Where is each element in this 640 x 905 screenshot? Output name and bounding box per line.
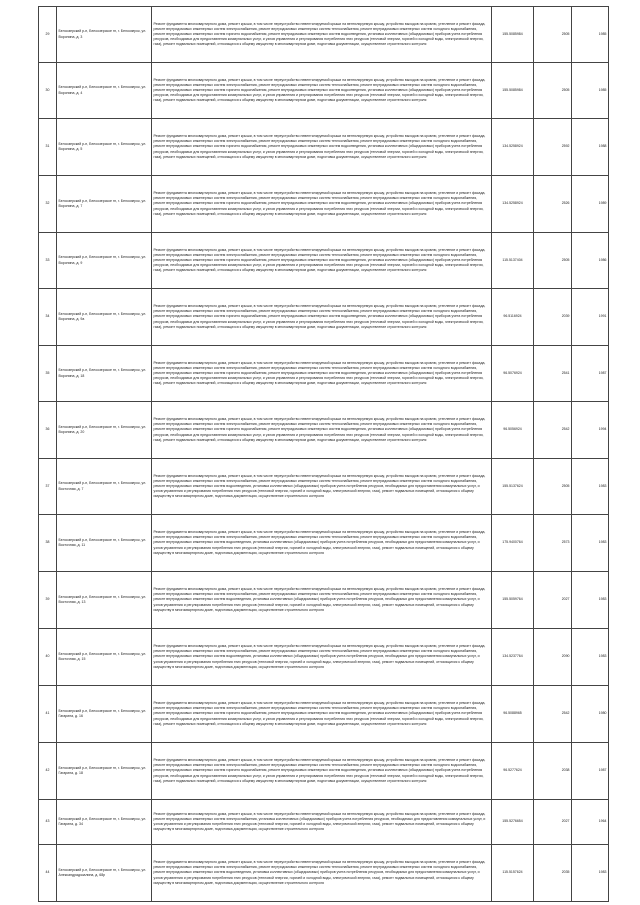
cost-cell: 2542 [534, 402, 572, 459]
year-cell: 1985 [572, 7, 609, 63]
area-cell: 155.5137624 [492, 459, 534, 515]
area-cell: 134.5258924 [492, 119, 534, 176]
year-cell: 1980 [572, 686, 609, 743]
area-cell: 175.9400764 [492, 515, 534, 572]
address-cell: Белоозерский р-н, Белоозерское гп, г. Белоозерск, ул. Гагарина, д. 34 [57, 800, 152, 845]
year-cell: 1988 [572, 119, 609, 176]
works-cell: Ремонт фундамента многоквартирного дома, ремонт крыши, в том числе переустройство невентилируемой крыши на вентилируемую крышу, устройство выходов на кровлю, утепление и ремонт фасада, ремонт внутридомовых инженерных систем электроснабжения, ремонт внутридомовых инженерных систем теплоснабжения, ремонт внутридомовых инженерных систем холодного водоснабжения, ремонт внутридомовых инженерных систем водоотведения, установка коллективных (общедомовых) приборов учета потребления ресурсов, необходимых для предоставления коммунальных услуг, и узлов управления и регулирования потребления этих ресурсов (тепловой энергии, горячей и холодной воды, электрической энергии, газа), ремонт подвальных помещений, относящихся к общему имуществу в многоквартирном доме, подготовка документации, осуществление строительного контроля [152, 459, 492, 515]
cost-cell: 2027 [534, 800, 572, 845]
address-cell: Белоозерский р-н, Белоозерское гп, г. Белоозерск, ул. Воронина, д. 20 [57, 402, 152, 459]
row-number: 38 [39, 515, 57, 572]
table-row [39, 686, 609, 743]
year-cell: 1983 [572, 572, 609, 629]
year-cell: 1989 [572, 176, 609, 233]
area-cell: 155.5059764 [492, 572, 534, 629]
address-cell: Белоозерский р-н, Белоозерское гп, г. Белоозерск, ул. Гагарина, д. 18 [57, 743, 152, 800]
area-cell: 155.5085984 [492, 7, 534, 63]
address-cell: Белоозерский р-н, Белоозерское гп, г. Белоозерск, ул. Восточная, д. 13 [57, 572, 152, 629]
area-cell: 155.5085984 [492, 63, 534, 119]
year-cell: 1994 [572, 402, 609, 459]
table-row [39, 572, 609, 629]
table-row [39, 629, 609, 686]
works-cell: Ремонт фундамента многоквартирного дома, ремонт крыши, в том числе переустройство невентилируемой крыши на вентилируемую крышу, устройство выходов на кровлю, утепление и ремонт фасада, ремонт внутридомовых инженерных систем электроснабжения, ремонт внутридомовых инженерных систем теплоснабжения, ремонт внутридомовых инженерных систем холодного водоснабжения, ремонт внутридомовых инженерных систем горячего водоснабжения, ремонт внутридомовых инженерных систем водоотведения, установка коллективных (общедомовых) приборов учета потребления ресурсов, необходимых для предоставления коммунальных услуг, и узлов управления и регулирования потребления этих ресурсов (тепловой энергии, горячей и холодной воды, электрической энергии, газа), ремонт подвальных помещений, относящихся к общему имуществу в многоквартирном доме, подготовка документации, осуществление строительного контроля [152, 233, 492, 289]
area-cell: 115.5157624 [492, 845, 534, 902]
row-number: 36 [39, 402, 57, 459]
cost-cell: 2542 [534, 686, 572, 743]
works-cell: Ремонт фундамента многоквартирного дома, ремонт крыши, в том числе переустройство невентилируемой крыши на вентилируемую крышу, устройство выходов на кровлю, утепление и ремонт фасада, ремонт внутридомовых инженерных систем электроснабжения, ремонт внутридомовых инженерных систем теплоснабжения, ремонт внутридомовых инженерных систем холодного водоснабжения, ремонт внутридомовых инженерных систем горячего водоснабжения, ремонт внутридомовых инженерных систем водоотведения, установка коллективных (общедомовых) приборов учета потребления ресурсов, необходимых для предоставления коммунальных услуг, и узлов управления и регулирования потребления этих ресурсов (тепловой энергии, горячей и холодной воды, электрической энергии, газа), ремонт подвальных помещений, относящихся к общему имуществу в многоквартирном доме, подготовка документации, осуществление строительного контроля [152, 7, 492, 63]
year-cell: 1983 [572, 629, 609, 686]
address-cell: Белоозерский р-н, Белоозерское гп, г. Белоозерск, ул. Воронина, д. 7 [57, 176, 152, 233]
table-row [39, 233, 609, 289]
table-row [39, 845, 609, 902]
table-row [39, 176, 609, 233]
year-cell: 1983 [572, 459, 609, 515]
works-cell: Ремонт фундамента многоквартирного дома, ремонт крыши, в том числе переустройство невентилируемой крыши на вентилируемую крышу, устройство выходов на кровлю, утепление и ремонт фасада, ремонт внутридомовых инженерных систем электроснабжения, ремонт внутридомовых инженерных систем теплоснабжения, ремонт внутридомовых инженерных систем холодного водоснабжения, ремонт внутридомовых инженерных систем водоотведения, установка коллективных (общедомовых) приборов учета потребления ресурсов, необходимых для предоставления коммунальных услуг, и узлов управления и регулирования потребления этих ресурсов (тепловой энергии, горячей и холодной воды, электрической энергии, газа), ремонт подвальных помещений, относящихся к общему имуществу в многоквартирном доме, подготовка документации, осуществление строительного контроля [152, 572, 492, 629]
works-cell: Ремонт фундамента многоквартирного дома, ремонт крыши, в том числе переустройство невентилируемой крыши на вентилируемую крышу, устройство выходов на кровлю, утепление и ремонт фасада, ремонт внутридомовых инженерных систем электроснабжения, ремонт внутридомовых инженерных систем теплоснабжения, ремонт внутридомовых инженерных систем холодного водоснабжения, ремонт внутридомовых инженерных систем водоотведения, установка коллективных (общедомовых) приборов учета потребления ресурсов, необходимых для предоставления коммунальных услуг, и узлов управления и регулирования потребления этих ресурсов (тепловой энергии, горячей и холодной воды, электрической энергии, газа), ремонт подвальных помещений, относящихся к общему имуществу в многоквартирном доме, подготовка документации, осуществление строительного контроля [152, 845, 492, 902]
area-cell: 134.5237764 [492, 629, 534, 686]
year-cell: 1983 [572, 515, 609, 572]
year-cell: 1987 [572, 346, 609, 402]
address-cell: Белоозерский р-н, Белоозерское гп, г. Белоозерск, ул. Воронина, д. 3 [57, 7, 152, 63]
area-cell: 96.5116924 [492, 289, 534, 346]
table-row [39, 63, 609, 119]
year-cell: 1986 [572, 233, 609, 289]
works-cell: Ремонт фундамента многоквартирного дома, ремонт крыши, в том числе переустройство невентилируемой крыши на вентилируемую крышу, устройство выходов на кровлю, утепление и ремонт фасада, ремонт внутридомовых инженерных систем электроснабжения, ремонт внутридомовых инженерных систем теплоснабжения, ремонт внутридомовых инженерных систем холодного водоснабжения, ремонт внутридомовых инженерных систем водоотведения, установка коллективных (общедомовых) приборов учета потребления ресурсов, необходимых для предоставления коммунальных услуг, и узлов управления и регулирования потребления этих ресурсов (тепловой энергии, горячей и холодной воды, электрической энергии, газа), ремонт подвальных помещений, относящихся к общему имуществу в многоквартирном доме, подготовка документации, осуществление строительного контроля [152, 515, 492, 572]
cost-cell: 2039 [534, 289, 572, 346]
table-row [39, 119, 609, 176]
table-row [39, 800, 609, 845]
area-cell: 96.5076924 [492, 346, 534, 402]
year-cell: 1983 [572, 845, 609, 902]
year-cell: 1964 [572, 800, 609, 845]
row-number: 34 [39, 289, 57, 346]
row-number: 33 [39, 233, 57, 289]
works-cell: Ремонт фундамента многоквартирного дома, ремонт крыши, в том числе переустройство невентилируемой крыши на вентилируемую крышу, устройство выходов на кровлю, утепление и ремонт фасада, ремонт внутридомовых инженерных систем электроснабжения, ремонт внутридомовых инженерных систем теплоснабжения, ремонт внутридомовых инженерных систем холодного водоснабжения, ремонт внутридомовых инженерных систем горячего водоснабжения, ремонт внутридомовых инженерных систем водоотведения, установка коллективных (общедомовых) приборов учета потребления ресурсов, необходимых для предоставления коммунальных услуг, и узлов управления и регулирования потребления этих ресурсов (тепловой энергии, горячей и холодной воды, электрической энергии, газа), ремонт подвальных помещений, относящихся к общему имуществу в многоквартирном доме, подготовка документации, осуществление строительного контроля [152, 686, 492, 743]
works-cell: Ремонт фундамента многоквартирного дома, ремонт крыши, в том числе переустройство невентилируемой крыши на вентилируемую крышу, устройство выходов на кровлю, утепление и ремонт фасада, ремонт внутридомовых инженерных систем электроснабжения, ремонт внутридомовых инженерных систем теплоснабжения, ремонт внутридомовых инженерных систем холодного водоснабжения, ремонт внутридомовых инженерных систем водоотведения, установка коллективных (общедомовых) приборов учета потребления ресурсов, необходимых для предоставления коммунальных услуг, и узлов управления и регулирования потребления этих ресурсов (тепловой энергии, горячей и холодной воды, электрической энергии, газа), ремонт подвальных помещений, относящихся к общему имуществу в многоквартирном доме, подготовка документации, осуществление строительного контроля [152, 629, 492, 686]
row-number: 42 [39, 743, 57, 800]
row-number: 39 [39, 572, 57, 629]
row-number: 40 [39, 629, 57, 686]
cost-cell: 2505 [534, 233, 572, 289]
table-row [39, 7, 609, 63]
address-cell: Белоозерский р-н, Белоозерское гп, г. Белоозерск, ул. Восточная, д. 15 [57, 629, 152, 686]
row-number: 44 [39, 845, 57, 902]
row-number: 32 [39, 176, 57, 233]
row-number: 43 [39, 800, 57, 845]
cost-cell: 2035 [534, 845, 572, 902]
table-row [39, 289, 609, 346]
row-number: 31 [39, 119, 57, 176]
area-cell: 96.5056924 [492, 402, 534, 459]
works-cell: Ремонт фундамента многоквартирного дома, ремонт крыши, в том числе переустройство невентилируемой крыши на вентилируемую крышу, устройство выходов на кровлю, утепление и ремонт фасада, ремонт внутридомовых инженерных систем электроснабжения, ремонт внутридомовых инженерных систем теплоснабжения, ремонт внутридомовых инженерных систем холодного водоснабжения, ремонт внутридомовых инженерных систем горячего водоснабжения, ремонт внутридомовых инженерных систем водоотведения, установка коллективных (общедомовых) приборов учета потребления ресурсов, необходимых для предоставления коммунальных услуг, и узлов управления и регулирования потребления этих ресурсов (тепловой энергии, горячей и холодной воды, электрической энергии, газа), ремонт подвальных помещений, относящихся к общему имуществу в многоквартирном доме, подготовка документации, осуществление строительного контроля [152, 63, 492, 119]
cost-cell: 2090 [534, 629, 572, 686]
area-cell: 155.5276654 [492, 800, 534, 845]
address-cell: Белоозерский р-н, Белоозерское гп, г. Белоозерск, ул. Воронина, д. 9а [57, 289, 152, 346]
works-cell: Ремонт фундамента многоквартирного дома, ремонт крыши, в том числе переустройство невентилируемой крыши на вентилируемую крышу, устройство выходов на кровлю, утепление и ремонт фасада, ремонт внутридомовых инженерных систем электроснабжения, ремонт внутридомовых инженерных систем теплоснабжения, ремонт внутридомовых инженерных систем холодного водоснабжения, ремонт внутридомовых инженерных систем горячего водоснабжения, ремонт внутридомовых инженерных систем водоотведения, установка коллективных (общедомовых) приборов учета потребления ресурсов, необходимых для предоставления коммунальных услуг, и узлов управления и регулирования потребления этих ресурсов (тепловой энергии, горячей и холодной воды, электрической энергии, газа), ремонт подвальных помещений, относящихся к общему имуществу в многоквартирном доме, подготовка документации, осуществление строительного контроля [152, 402, 492, 459]
cost-cell: 2526 [534, 176, 572, 233]
works-cell: Ремонт фундамента многоквартирного дома, ремонт крыши, в том числе переустройство невентилируемой крыши на вентилируемую крышу, устройство выходов на кровлю, утепление и ремонт фасада, ремонт внутридомовых инженерных систем электроснабжения, ремонт внутридомовых инженерных систем теплоснабжения, ремонт внутридомовых инженерных систем холодного водоснабжения, ремонт внутридомовых инженерных систем горячего водоснабжения, ремонт внутридомовых инженерных систем водоотведения, установка коллективных (общедомовых) приборов учета потребления ресурсов, необходимых для предоставления коммунальных услуг, и узлов управления и регулирования потребления этих ресурсов (тепловой энергии, горячей и холодной воды, электрической энергии, газа), ремонт подвальных помещений, относящихся к общему имуществу в многоквартирном доме, подготовка документации, осуществление строительного контроля [152, 289, 492, 346]
cost-cell: 2592 [534, 119, 572, 176]
row-number: 37 [39, 459, 57, 515]
works-cell: Ремонт фундамента многоквартирного дома, ремонт крыши, в том числе переустройство невентилируемой крыши на вентилируемую крышу, устройство выходов на кровлю, утепление и ремонт фасада, ремонт внутридомовых инженерных систем электроснабжения, ремонт внутридомовых инженерных систем теплоснабжения, ремонт внутридомовых инженерных систем холодного водоснабжения, ремонт внутридомовых инженерных систем горячего водоснабжения, ремонт внутридомовых инженерных систем водоотведения, установка коллективных (общедомовых) приборов учета потребления ресурсов, необходимых для предоставления коммунальных услуг, и узлов управления и регулирования потребления этих ресурсов (тепловой энергии, горячей и холодной воды, электрической энергии, газа), ремонт подвальных помещений, относящихся к общему имуществу в многоквартирном доме, подготовка документации, осуществление строительного контроля [152, 346, 492, 402]
cost-cell: 2573 [534, 515, 572, 572]
works-cell: Ремонт фундамента многоквартирного дома, ремонт крыши, в том числе переустройство невентилируемой крыши на вентилируемую крышу, устройство выходов на кровлю, утепление и ремонт фасада, ремонт внутридомовых инженерных систем электроснабжения, ремонт внутридомовых инженерных систем теплоснабжения, ремонт внутридомовых инженерных систем холодного водоснабжения, ремонт внутридомовых инженерных систем горячего водоснабжения, ремонт внутридомовых инженерных систем водоотведения, установка коллективных (общедомовых) приборов учета потребления ресурсов, необходимых для предоставления коммунальных услуг, и узлов управления и регулирования потребления этих ресурсов (тепловой энергии, горячей и холодной воды, электрической энергии, газа), ремонт подвальных помещений, относящихся к общему имуществу в многоквартирном доме, подготовка документации, осуществление строительного контроля [152, 743, 492, 800]
row-number: 30 [39, 63, 57, 119]
address-cell: Белоозерский р-н, Белоозерское гп, г. Белоозерск, ул. Восточная, д. 11 [57, 515, 152, 572]
row-number: 41 [39, 686, 57, 743]
address-cell: Белоозерский р-н, Белоозерское гп, г. Белоозерск, ул. Воронина, д. 18 [57, 346, 152, 402]
area-cell: 115.5137404 [492, 233, 534, 289]
year-cell: 1987 [572, 743, 609, 800]
table-row [39, 515, 609, 572]
address-cell: Белоозерский р-н, Белоозерское гп, г. Белоозерск, ул. Воронина, д. 4 [57, 63, 152, 119]
works-cell: Ремонт фундамента многоквартирного дома, ремонт крыши, в том числе переустройство невентилируемой крыши на вентилируемую крышу, устройство выходов на кровлю, утепление и ремонт фасада, ремонт внутридомовых инженерных систем электроснабжения, ремонт внутридомовых инженерных систем теплоснабжения, ремонт внутридомовых инженерных систем холодного водоснабжения, ремонт внутридомовых инженерных систем горячего водоснабжения, ремонт внутридомовых инженерных систем водоотведения, установка коллективных (общедомовых) приборов учета потребления ресурсов, необходимых для предоставления коммунальных услуг, и узлов управления и регулирования потребления этих ресурсов (тепловой энергии, горячей и холодной воды, электрической энергии, газа), ремонт подвальных помещений, относящихся к общему имуществу в многоквартирном доме, подготовка документации, осуществление строительного контроля [152, 176, 492, 233]
table-row [39, 743, 609, 800]
address-cell: Белоозерский р-н, Белоозерское гп, г. Белоозерск, ул. Воронина, д. 9 [57, 233, 152, 289]
works-cell: Ремонт фундамента многоквартирного дома, ремонт крыши, в том числе переустройство невентилируемой крыши на вентилируемую крышу, устройство выходов на кровлю, утепление и ремонт фасада, ремонт внутридомовых инженерных систем электроснабжения, установка коллективных (общедомовых) приборов учета потребления ресурсов, необходимых для предоставления коммунальных услуг, и узлов управления и регулирования потребления этих ресурсов (тепловой энергии, горячей и холодной воды, электрической энергии, газа), ремонт подвальных помещений, относящихся к общему имуществу в многоквартирном доме, подготовка документации, осуществление строительного контроля [152, 800, 492, 845]
address-cell: Белоозерский р-н, Белоозерское гп, г. Белоозерск, ул. Восточная, д. 7 [57, 459, 152, 515]
address-cell: Белоозерский р-н, Белоозерское гп, г. Белоозерск, ул. Александрадзоалина, д. 68р [57, 845, 152, 902]
table-body [39, 7, 609, 902]
works-cell: Ремонт фундамента многоквартирного дома, ремонт крыши, в том числе переустройство невентилируемой крыши на вентилируемую крышу, устройство выходов на кровлю, утепление и ремонт фасада, ремонт внутридомовых инженерных систем электроснабжения, ремонт внутридомовых инженерных систем теплоснабжения, ремонт внутридомовых инженерных систем холодного водоснабжения, ремонт внутридомовых инженерных систем горячего водоснабжения, ремонт внутридомовых инженерных систем водоотведения, установка коллективных (общедомовых) приборов учета потребления ресурсов, необходимых для предоставления коммунальных услуг, и узлов управления и регулирования потребления этих ресурсов (тепловой энергии, горячей и холодной воды, электрической энергии, газа), ремонт подвальных помещений, относящихся к общему имуществу в многоквартирном доме, подготовка документации, осуществление строительного контроля [152, 119, 492, 176]
year-cell: 1991 [572, 289, 609, 346]
row-number: 35 [39, 346, 57, 402]
cost-cell: 2505 [534, 459, 572, 515]
cost-cell: 2027 [534, 572, 572, 629]
table-row [39, 346, 609, 402]
area-cell: 134.5258924 [492, 176, 534, 233]
cost-cell: 2541 [534, 346, 572, 402]
row-number: 29 [39, 7, 57, 63]
area-cell: 96.5277624 [492, 743, 534, 800]
cost-cell: 2038 [534, 743, 572, 800]
table-row [39, 459, 609, 515]
capital-repair-table [38, 6, 609, 902]
address-cell: Белоозерский р-н, Белоозерское гп, г. Белоозерск, ул. Воронина, д. 5 [57, 119, 152, 176]
year-cell: 1985 [572, 63, 609, 119]
table-row [39, 402, 609, 459]
cost-cell: 2505 [534, 7, 572, 63]
address-cell: Белоозерский р-н, Белоозерское гп, г. Белоозерск, ул. Гагарина, д. 16 [57, 686, 152, 743]
cost-cell: 2505 [534, 63, 572, 119]
area-cell: 96.5088965 [492, 686, 534, 743]
